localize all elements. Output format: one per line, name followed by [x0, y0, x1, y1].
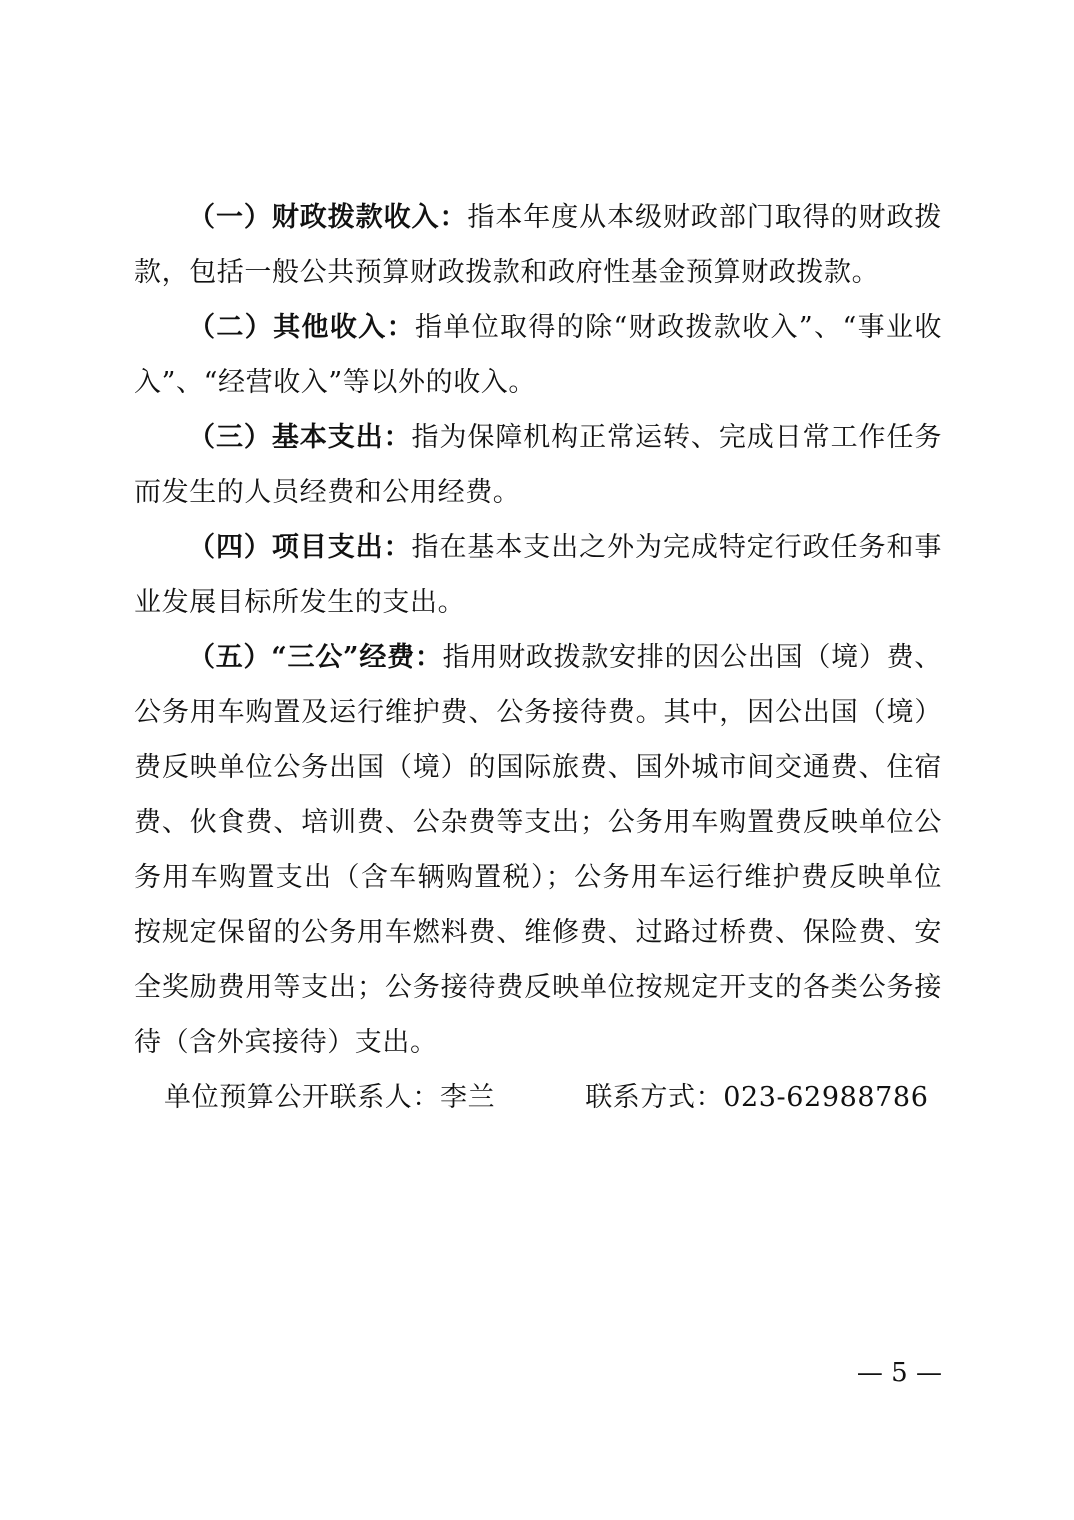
- definition-term: （四）项目支出：: [188, 532, 412, 563]
- definition-term: （三）基本支出：: [188, 422, 412, 453]
- page-number: — 5 —: [856, 1358, 942, 1388]
- definition-text: 指在基本支出之外为完成特定行政任务和事业发展目标所发生的支出。: [134, 532, 942, 618]
- contact-person: 单位预算公开联系人：李兰: [164, 1082, 496, 1113]
- document-body: [134, 190, 942, 1125]
- definition-text: 指为保障机构正常运转、完成日常工作任务而发生的人员经费和公用经费。: [134, 422, 942, 508]
- definition-term: （五）“三公”经费：: [188, 642, 443, 673]
- definition-paragraph-3: [134, 410, 942, 520]
- definition-paragraph-4: [134, 520, 942, 630]
- definition-paragraph-2: [134, 300, 942, 410]
- contact-phone: 联系方式：023-62988786: [585, 1082, 929, 1113]
- definition-term: （一）财政拨款收入：: [188, 202, 468, 233]
- definition-text: 指单位取得的除“财政拨款收入”、“事业收入”、“经营收入”等以外的收入。: [134, 312, 942, 398]
- definition-text: 指用财政拨款安排的因公出国（境）费、公务用车购置及运行维护费、公务接待费。其中，因公出国（境）费反映单位公务出国（境）的国际旅费、国外城市间交通费、住宿费、伙食费、培训费、公杂费等支出；公务用车购置费反映单位公务用车购置支出（含车辆购置税）；公务用车运行维护费反映单位按规定保留的公务用车燃料费、维修费、过路过桥费、保险费、安全奖励费用等支出；公务接待费反映单位按规定开支的各类公务接待（含外宾接待）支出。: [134, 642, 942, 1058]
- definition-text: 指本年度从本级财政部门取得的财政拨款，包括一般公共预算财政拨款和政府性基金预算财政拨款。: [134, 202, 943, 288]
- definition-paragraph-5: [134, 630, 942, 1070]
- contact-line: [134, 1070, 942, 1125]
- definition-paragraph-1: [134, 190, 942, 300]
- definition-term: （二）其他收入：: [188, 312, 415, 343]
